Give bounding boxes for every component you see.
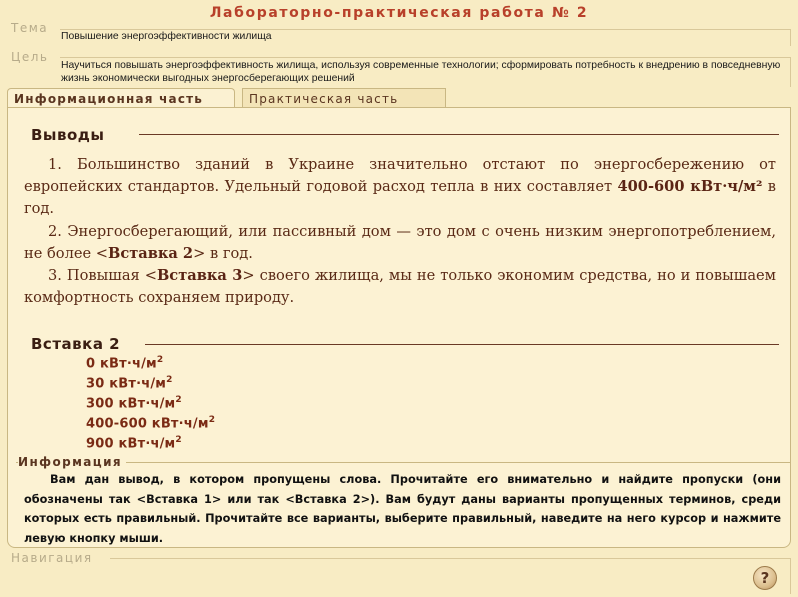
tab-practice[interactable]: Практическая часть xyxy=(242,88,446,107)
variant-option-5[interactable]: 900 $кВт\cdot ч/м^2$ xyxy=(86,435,182,452)
question-icon: ? xyxy=(760,569,770,587)
insert-2-placeholder: Вставка 2 xyxy=(108,244,194,262)
insert-rule xyxy=(145,344,779,345)
navigation-rule xyxy=(110,558,790,559)
navigation-label: Навигация xyxy=(11,551,93,565)
variant-option-1[interactable]: 0 $кВт\cdot ч/м^2$ xyxy=(86,355,164,372)
conclusions-rule xyxy=(139,134,779,135)
insert-heading: Вставка 2 xyxy=(31,335,121,353)
tab-info[interactable]: Информационная часть xyxy=(7,88,235,107)
goal-right-rule xyxy=(790,57,791,87)
conclusion-text xyxy=(24,154,776,309)
page-title: Лабораторно-практическая работа № 2 xyxy=(209,5,589,21)
variant-option-2[interactable]: 30 $кВт\cdot ч/м^2$ xyxy=(86,375,173,392)
conclusions-heading: Выводы xyxy=(31,126,105,144)
topic-right-rule xyxy=(790,29,791,46)
conclusion-paragraph-3: 3. Повышая <Вставка 3> своего жилища, мы не только экономим средства, но и повышаем комфортность сохраняем природу. xyxy=(24,267,777,307)
info-label: Информация xyxy=(18,455,126,469)
insert-3-placeholder: Вставка 3 xyxy=(156,267,243,285)
variant-option-4[interactable]: 400-600 $кВт\cdot ч/м^2$ xyxy=(86,415,216,432)
topic-top-rule xyxy=(60,29,790,30)
conclusion-paragraph-2: 2. Энергосберегающий, или пассивный дом — это дом с очень низким энергопотреблением, не более <Вставка 2> в год. xyxy=(24,222,776,262)
help-button[interactable] xyxy=(753,566,777,590)
info-rule xyxy=(16,462,790,463)
info-text: Вам дан вывод, в котором пропущены слова. Прочитайте его внимательно и найдите пропуски (они обозначены так <Вставка 1> или так <Вставка 2>). Вам будут даны варианты пропущенных терминов, среди которых есть правильный. Прочитайте все варианты, выберите правильный, наведите на него курсор и нажмите левую кнопку мыши. xyxy=(24,473,781,545)
goal-label: Цель xyxy=(11,50,49,64)
goal-top-rule xyxy=(60,57,790,58)
topic-label: Тема xyxy=(11,21,49,35)
goal-text: Научиться повышать энергоэффективность жилища, используя современные технологии; сформировать потребность к внедрению в повседневную жизнь экономически выгодных энергосберегающих решений xyxy=(61,60,781,84)
navigation-right-rule xyxy=(790,558,791,594)
topic-text: Повышение энергоэффективности жилища xyxy=(61,31,272,42)
variant-option-3[interactable]: 300 $кВт\cdot ч/м^2$ xyxy=(86,395,182,412)
conclusion-paragraph-1: 1. Большинство зданий в Украине значительно отстают по энергосбережению от европейских стандартов. Удельный годовой расход тепла в них составляет 400-600 кВт·ч/м² в год. xyxy=(24,156,776,218)
